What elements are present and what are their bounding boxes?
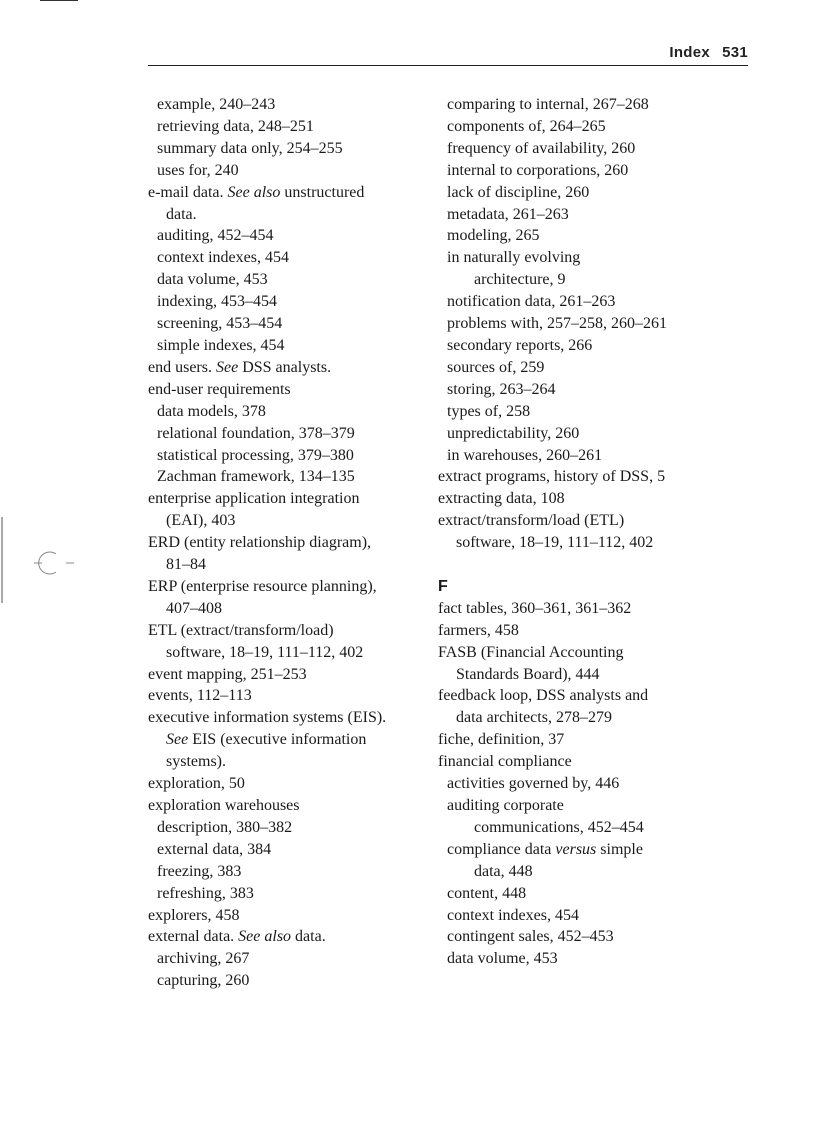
entry-text-after: simple <box>596 840 643 858</box>
entry-text: financial compliance <box>438 753 572 771</box>
entry-text: frequency of availability, 260 <box>447 139 636 157</box>
entry-text: modeling, 265 <box>447 227 540 245</box>
index-subentry <box>438 313 728 335</box>
index-subentry <box>148 269 438 291</box>
entry-text: architecture, 9 <box>474 271 566 289</box>
entry-text: Zachman framework, 134–135 <box>157 468 355 486</box>
index-subentry <box>148 817 438 839</box>
index-entry <box>438 751 728 773</box>
index-subentry <box>438 357 728 379</box>
entry-text: executive information systems (EIS). <box>148 709 387 727</box>
index-subentry <box>438 225 728 247</box>
index-entry <box>148 598 438 620</box>
entry-text: 407–408 <box>166 599 222 617</box>
cross-reference-italic: See <box>215 358 239 376</box>
index-subentry <box>438 182 728 204</box>
index-subentry <box>148 401 438 423</box>
entry-text: retrieving data, 248–251 <box>157 117 314 135</box>
entry-text: summary data only, 254–255 <box>157 139 343 157</box>
index-entry <box>148 926 438 948</box>
entry-text: feedback loop, DSS analysts and <box>438 687 649 705</box>
entry-text: explorers, 458 <box>148 906 240 924</box>
index-entry <box>148 905 438 927</box>
index-subentry <box>438 335 728 357</box>
index-entry <box>438 532 728 554</box>
index-entry <box>148 795 438 817</box>
entry-text: (EAI), 403 <box>166 512 236 530</box>
entry-text: external data, 384 <box>157 840 272 858</box>
entry-text: software, 18–19, 111–112, 402 <box>166 643 364 661</box>
index-subentry <box>148 883 438 905</box>
index-entry <box>438 510 728 532</box>
index-entry <box>148 620 438 642</box>
index-subentry <box>148 445 438 467</box>
entry-text: 81–84 <box>166 556 206 574</box>
entry-text: context indexes, 454 <box>447 906 579 924</box>
entry-text-after: data. <box>291 928 326 946</box>
entry-text-after: unstructured <box>280 183 365 201</box>
index-subentry <box>148 313 438 335</box>
index-subentry <box>438 94 728 116</box>
index-entry <box>438 664 728 686</box>
index-subentry <box>438 445 728 467</box>
index-subentry <box>148 247 438 269</box>
index-subentry <box>438 861 728 883</box>
entry-text: FASB (Financial Accounting <box>438 643 624 661</box>
index-entry <box>148 751 438 773</box>
index-entry <box>148 773 438 795</box>
entry-text: extracting data, 108 <box>438 490 565 508</box>
index-subentry <box>438 138 728 160</box>
index-subentry <box>438 291 728 313</box>
index-subentry <box>148 335 438 357</box>
entry-text: systems). <box>166 753 226 771</box>
index-subentry <box>438 883 728 905</box>
index-subentry <box>438 926 728 948</box>
entry-text: content, 448 <box>447 884 527 902</box>
entry-text: fiche, definition, 37 <box>438 731 565 749</box>
entry-text: problems with, 257–258, 260–261 <box>447 315 667 333</box>
index-entry <box>148 685 438 707</box>
entry-text: secondary reports, 266 <box>447 336 593 354</box>
index-entry <box>148 642 438 664</box>
index-entry <box>438 598 728 620</box>
entry-text: indexing, 453–454 <box>157 293 277 311</box>
index-entry <box>148 379 438 401</box>
entry-text: farmers, 458 <box>438 621 519 639</box>
entry-text: sources of, 259 <box>447 358 545 376</box>
entry-text: ETL (extract/transform/load) <box>148 621 334 639</box>
index-subentry <box>438 116 728 138</box>
index-subentry <box>438 160 728 182</box>
index-entry <box>148 204 438 226</box>
index-subentry <box>438 269 728 291</box>
entry-text: exploration, 50 <box>148 775 245 793</box>
index-entry <box>438 620 728 642</box>
index-entry <box>438 729 728 751</box>
index-entry <box>438 707 728 729</box>
index-entry <box>148 532 438 554</box>
index-subentry <box>148 160 438 182</box>
entry-text: end users. <box>148 358 216 376</box>
entry-text: contingent sales, 452–453 <box>447 928 614 946</box>
index-subentry <box>438 817 728 839</box>
entry-text: simple indexes, 454 <box>157 336 285 354</box>
index-column-left <box>148 94 438 992</box>
index-entry <box>148 576 438 598</box>
entry-text-after: DSS analysts. <box>238 358 332 376</box>
index-subentry <box>148 138 438 160</box>
entry-text: description, 380–382 <box>157 818 293 836</box>
page-number: 531 <box>722 44 748 61</box>
index-subentry <box>438 839 728 861</box>
entry-text: auditing corporate <box>447 796 564 814</box>
cross-reference-italic: versus <box>555 840 597 858</box>
index-subentry <box>438 379 728 401</box>
entry-text: Standards Board), 444 <box>456 665 600 683</box>
entry-text: event mapping, 251–253 <box>148 665 307 683</box>
entry-text: ERP (enterprise resource planning), <box>148 577 377 595</box>
cross-reference-italic: See also <box>227 183 281 201</box>
entry-text: communications, 452–454 <box>474 818 644 836</box>
entry-text: in naturally evolving <box>447 249 581 267</box>
index-entry <box>148 488 438 510</box>
index-subentry <box>438 204 728 226</box>
entry-text: example, 240–243 <box>157 96 276 113</box>
index-entry <box>148 510 438 532</box>
entry-text: data. <box>166 205 197 223</box>
entry-text: external data. <box>148 928 239 946</box>
top-rule <box>40 0 78 1</box>
entry-text: internal to corporations, 260 <box>447 161 629 179</box>
entry-text: activities governed by, 446 <box>447 775 620 793</box>
entry-text: freezing, 383 <box>157 862 242 880</box>
entry-text: comparing to internal, 267–268 <box>447 96 649 113</box>
index-entry <box>148 357 438 379</box>
entry-text: unpredictability, 260 <box>447 424 580 442</box>
registration-mark-icon <box>0 515 80 605</box>
index-subentry <box>148 861 438 883</box>
entry-text: relational foundation, 378–379 <box>157 424 355 442</box>
index-entry <box>148 554 438 576</box>
index-subentry <box>148 291 438 313</box>
index-subentry <box>148 839 438 861</box>
entry-text: extract programs, history of DSS, 5 <box>438 468 666 486</box>
entry-text: enterprise application integration <box>148 490 360 508</box>
index-subentry <box>438 773 728 795</box>
entry-text: in warehouses, 260–261 <box>447 446 603 464</box>
entry-text: lack of discipline, 260 <box>447 183 590 201</box>
index-subentry <box>148 948 438 970</box>
entry-text: uses for, 240 <box>157 161 239 179</box>
entry-text: e-mail data. <box>148 183 228 201</box>
entry-text: refreshing, 383 <box>157 884 254 902</box>
index-subentry <box>148 423 438 445</box>
index-subentry <box>438 948 728 970</box>
entry-text: fact tables, 360–361, 361–362 <box>438 599 632 617</box>
entry-text: context indexes, 454 <box>157 249 289 267</box>
index-subentry <box>148 225 438 247</box>
entry-text: data volume, 453 <box>447 950 558 968</box>
index-entry <box>148 729 438 751</box>
index-subentry <box>438 247 728 269</box>
entry-text: ERD (entity relationship diagram), <box>148 534 372 552</box>
index-entry <box>438 488 728 510</box>
entry-text: data models, 378 <box>157 402 266 420</box>
entry-text: notification data, 261–263 <box>447 293 616 311</box>
entry-text: data architects, 278–279 <box>456 709 612 727</box>
running-header <box>148 44 748 66</box>
entry-text: compliance data <box>447 840 556 858</box>
index-entry <box>438 685 728 707</box>
index-subentry <box>438 423 728 445</box>
index-subentry <box>148 970 438 992</box>
index-column-right <box>438 94 728 970</box>
entry-text: data volume, 453 <box>157 271 268 289</box>
entry-text: software, 18–19, 111–112, 402 <box>456 534 654 552</box>
index-subentry <box>148 466 438 488</box>
index-subentry <box>438 795 728 817</box>
entry-text: archiving, 267 <box>157 950 250 968</box>
entry-text: extract/transform/load (ETL) <box>438 512 625 530</box>
index-subentry <box>148 116 438 138</box>
entry-text: types of, 258 <box>447 402 531 420</box>
entry-text: metadata, 261–263 <box>447 205 569 223</box>
index-entry <box>148 182 438 204</box>
entry-text: statistical processing, 379–380 <box>157 446 354 464</box>
entry-text: end-user requirements <box>148 380 291 398</box>
cross-reference-italic: See <box>166 731 189 749</box>
index-subentry <box>438 401 728 423</box>
index-letter-heading: F <box>438 577 448 595</box>
entry-text: screening, 453–454 <box>157 315 283 333</box>
index-subentry <box>438 905 728 927</box>
entry-text: exploration warehouses <box>148 797 300 814</box>
entry-text: auditing, 452–454 <box>157 227 274 245</box>
entry-text: capturing, 260 <box>157 972 250 990</box>
header-title: Index <box>669 44 711 61</box>
entry-text: components of, 264–265 <box>447 117 606 135</box>
entry-text-after: EIS (executive information <box>188 731 367 749</box>
entry-text: data, 448 <box>474 862 533 880</box>
index-entry <box>148 707 438 729</box>
cross-reference-italic: See also <box>238 928 292 946</box>
entry-text: events, 112–113 <box>148 687 252 705</box>
index-entry <box>438 466 728 488</box>
index-entry <box>438 642 728 664</box>
entry-text: storing, 263–264 <box>447 380 556 398</box>
index-subentry <box>148 94 438 116</box>
index-entry <box>148 664 438 686</box>
